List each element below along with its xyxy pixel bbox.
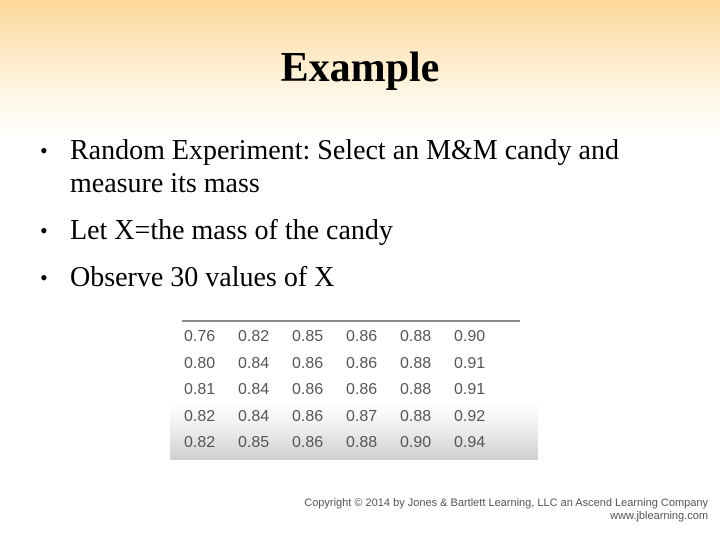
table-cell: 0.86 (346, 354, 378, 372)
table-cell: 0.82 (238, 328, 270, 346)
mass-data-table-image (170, 318, 538, 460)
table-cell: 0.81 (184, 381, 216, 399)
table-cell: 0.86 (292, 434, 324, 452)
bullet-item (40, 134, 680, 200)
bullet-dot-icon: • (40, 265, 48, 290)
table-cell: 0.88 (400, 354, 432, 372)
table-cell: 0.88 (346, 434, 378, 452)
table-cell: 0.91 (454, 354, 486, 372)
table-cell: 0.94 (454, 434, 486, 452)
bullet-text: Random Experiment: Select an M&M candy and measure its mass (70, 135, 619, 199)
table-cell: 0.82 (184, 434, 216, 452)
table-cell: 0.90 (454, 328, 486, 346)
table-cell: 0.84 (238, 354, 270, 372)
table-row (184, 377, 508, 404)
bullet-dot-icon: • (40, 138, 48, 163)
bullet-text: Let X=the mass of the candy (70, 215, 393, 246)
table-cell: 0.88 (400, 381, 432, 399)
table-row (184, 404, 508, 431)
table-cell: 0.91 (454, 381, 486, 399)
table-cell: 0.88 (400, 328, 432, 346)
publisher-url: www.jblearning.com (610, 510, 708, 522)
slide-title: Example (280, 45, 440, 91)
table-cell: 0.86 (346, 328, 378, 346)
copyright-line: Copyright © 2014 by Jones & Bartlett Learning, LLC an Ascend Learning Company (304, 497, 708, 509)
table-cell: 0.80 (184, 354, 216, 372)
table-row (184, 324, 508, 351)
table-cell: 0.86 (292, 407, 324, 425)
bullet-item (40, 214, 680, 247)
table-top-rule (182, 320, 520, 322)
table-cell: 0.85 (238, 434, 270, 452)
bullet-list (40, 134, 680, 308)
table-cell: 0.82 (184, 407, 216, 425)
table-cell: 0.84 (238, 381, 270, 399)
bullet-item (40, 261, 680, 294)
table-cell: 0.76 (184, 328, 216, 346)
table-cell: 0.90 (400, 434, 432, 452)
copyright-notice (304, 497, 708, 523)
table-cell: 0.86 (346, 381, 378, 399)
table-cell: 0.92 (454, 407, 486, 425)
table-cell: 0.85 (292, 328, 324, 346)
table-cell: 0.86 (292, 381, 324, 399)
table-row (184, 430, 508, 457)
mass-values-table (184, 324, 508, 457)
bullet-dot-icon: • (40, 218, 48, 243)
table-cell: 0.88 (400, 407, 432, 425)
table-row (184, 351, 508, 378)
bullet-text: Observe 30 values of X (70, 262, 335, 293)
table-cell: 0.86 (292, 354, 324, 372)
table-cell: 0.87 (346, 407, 378, 425)
table-cell: 0.84 (238, 407, 270, 425)
